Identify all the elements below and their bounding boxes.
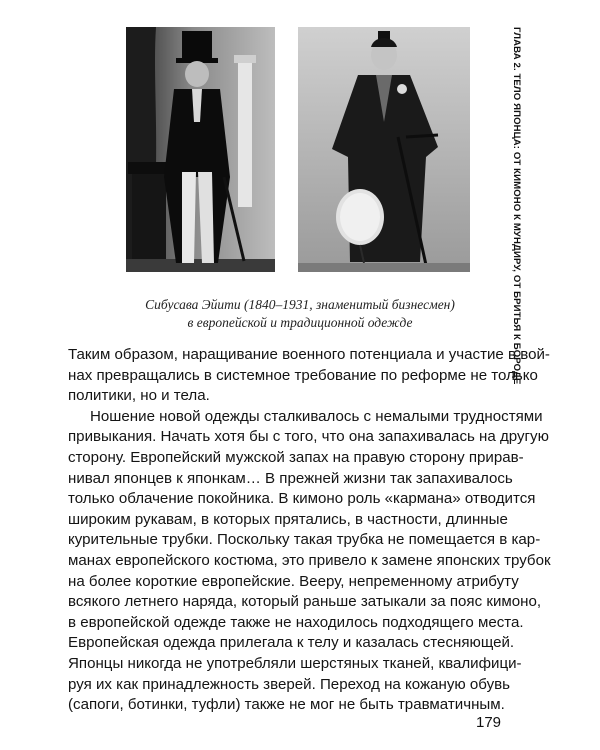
photo-traditional-dress [298,27,470,272]
portrait-kimono-photo [298,27,470,272]
text-line: нивал японцев к японкам… В прежней жизни так запахивалось [68,469,513,487]
text-line: Японцы никогда не употребляли шерстяных тканей, квалифици- [68,654,522,672]
text-line: в европейской одежде также не находилось подходящего места. [68,613,524,631]
text-line: привыкания. Начать хотя бы с того, что она запахивалась на другую [68,428,549,446]
text-line: Ношение новой одежды сталкивалось с немалыми трудностями [90,407,543,425]
figure-caption-line-1: Сибусава Эйити (1840–1931, знаменитый бизнесмен) [145,297,455,312]
paragraph-1 [68,345,550,407]
text-line: на более короткие европейские. Вееру, непременному атрибуту [68,572,519,590]
text-line: только облачение покойника. В кимоно роль «кармана» отводится [68,490,536,508]
portrait-top-hat-photo [126,27,275,272]
text-line: нах превращались в системное требование по реформе не только [68,366,538,384]
text-line: Таким образом, наращивание военного потенциала и участие в вой- [68,346,550,363]
page-number: 179 [476,714,502,731]
text-line: курительные трубки. Поскольку такая трубка не помещается в кар- [68,531,541,549]
text-line: манах европейского костюма, это привело к замене японских трубок [68,551,551,569]
photo-western-dress [126,27,275,272]
text-line: политики, но и тела. [68,387,210,405]
figure-caption-line-2: в европейской и традиционной одежде [187,315,413,330]
chapter-running-header: ГЛАВА 2. ТЕЛО ЯПОНЦА: ОТ КИМОНО К МУНДИРУ, ОТ БРИТЬЯ К БОРОДЕ [511,27,522,385]
text-line: сторону. Европейский мужской запах на правую сторону прирав- [68,448,524,466]
text-line: Европейская одежда прилегала к телу и казалась стесняющей. [68,634,515,652]
text-line: всякого летнего наряда, который раньше затыкали за пояс кимоно, [68,593,542,611]
text-line: руя их как принадлежность зверей. Переход на кожаную обувь [68,675,511,693]
body-text [68,345,551,716]
paragraph-2 [68,407,551,716]
text-line: широким рукавам, в которых прятались, в частности, длинные [68,510,508,528]
text-line: (сапоги, ботинки, туфли) также не мог не быть травматичным. [68,696,505,714]
